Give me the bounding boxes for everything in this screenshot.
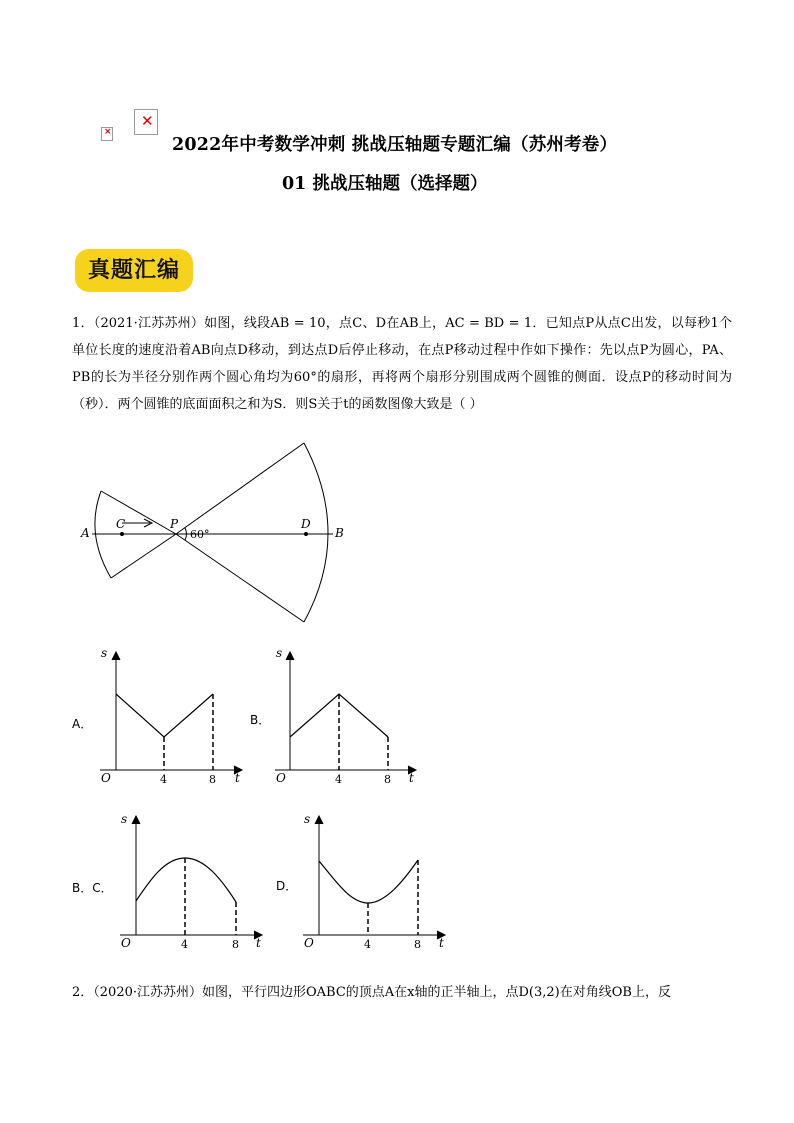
origin-label: O <box>304 936 314 950</box>
option-a-label: A． <box>72 717 93 731</box>
option-c-label: B．C． <box>72 881 113 895</box>
origin-label: O <box>101 771 111 785</box>
option-a-graph <box>70 644 250 794</box>
y-axis-label: s <box>304 812 311 826</box>
point-label-d: D <box>301 517 311 531</box>
point-label-b: B <box>335 526 344 540</box>
y-axis-label: s <box>276 646 283 660</box>
x-axis-label: t <box>235 771 240 785</box>
angle-label: 60° <box>190 528 210 541</box>
tick-label: 4 <box>364 938 371 951</box>
option-b-graph <box>245 644 425 794</box>
y-axis-label: s <box>121 812 128 826</box>
option-d-label: D． <box>276 879 298 893</box>
option-d-graph <box>272 808 452 953</box>
tick-label: 4 <box>335 773 342 786</box>
point-label-c: C <box>116 517 126 531</box>
tick-label: 8 <box>232 938 239 951</box>
option-c-graph <box>70 808 270 953</box>
tick-label: 4 <box>160 773 167 786</box>
broken-image-icon: ✕ <box>134 109 158 135</box>
question-2-text: 2．（2020·江苏苏州）如图，平行四边形OABC的顶点A在x轴的正半轴上，点D(3,2)在对角线OB上，反 <box>72 985 671 1000</box>
origin-label: O <box>276 771 286 785</box>
question-1-figure <box>78 440 358 630</box>
tick-label: 8 <box>414 938 421 951</box>
x-axis-label: t <box>439 936 444 950</box>
option-b-label: B． <box>250 713 271 727</box>
y-axis-label: s <box>101 646 108 660</box>
x-axis-label: t <box>409 771 414 785</box>
point-label-a: A <box>81 526 90 540</box>
origin-label: O <box>121 936 131 950</box>
tick-label: 4 <box>181 938 188 951</box>
question-1-text: 1．（2021·江苏苏州）如图，线段AB = 10，点C、D在AB上，AC = BD = 1．已知点P从点C出发，以每秒1个单位长度的速度沿着AB向点D移动，到达点D后停止移动，在点P移动过程中作如下操作：先以点P为圆心，PA、PB的长为半径分别作两个圆心角均为60°的扇形，再将两个扇形分别围成两个圆锥的侧面．设点P的移动时间为（秒）．两个圆锥的底面面积之和为S．则S关于t的函数图像大致是（ ） <box>72 316 732 412</box>
broken-image-icon: × <box>101 127 113 141</box>
tick-label: 8 <box>209 773 216 786</box>
x-axis-label: t <box>256 936 261 950</box>
page-title: 2022年中考数学冲刺 挑战压轴题专题汇编（苏州考卷） <box>172 135 618 155</box>
page-subtitle: 01 挑战压轴题（选择题） <box>282 174 488 194</box>
tick-label: 8 <box>384 773 391 786</box>
point-label-p: P <box>170 517 179 531</box>
section-badge: 真题汇编 <box>75 249 193 292</box>
